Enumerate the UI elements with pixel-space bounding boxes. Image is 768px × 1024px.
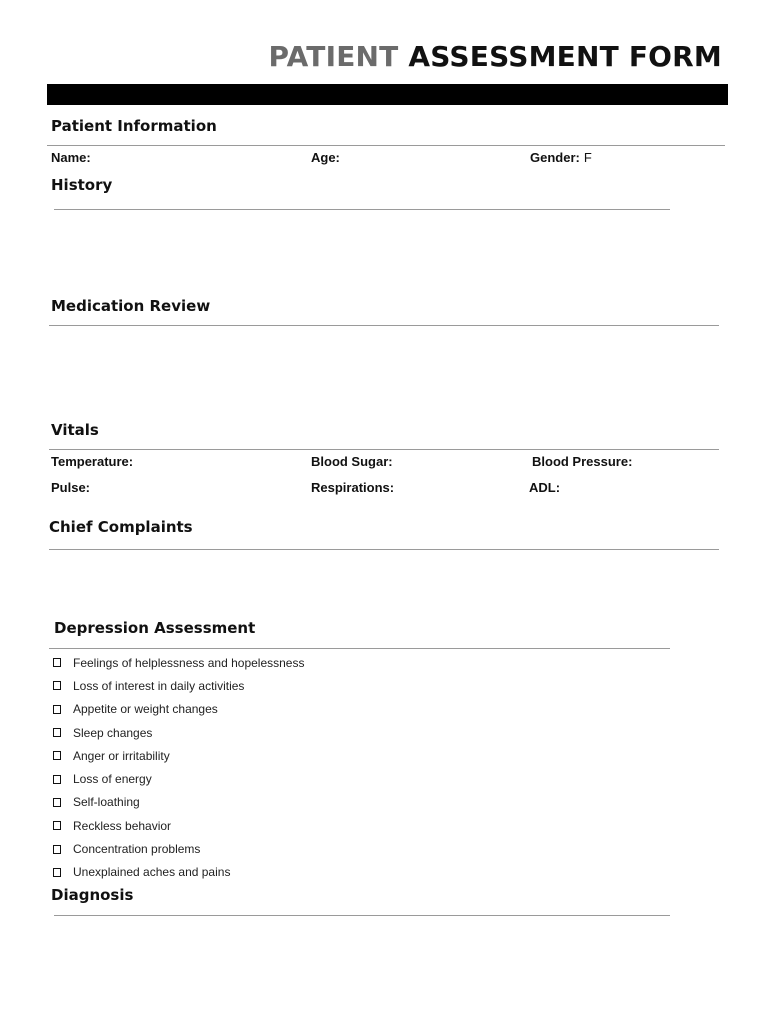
checklist-item-label: Loss of energy	[73, 772, 152, 787]
diagnosis-divider	[54, 915, 670, 916]
checkbox-icon[interactable]	[53, 845, 61, 854]
checkbox-icon[interactable]	[53, 658, 61, 667]
gender-field[interactable]	[530, 150, 592, 165]
section-diagnosis: Diagnosis	[51, 886, 134, 904]
checklist-item-label: Sleep changes	[73, 725, 153, 740]
name-field[interactable]	[51, 150, 91, 165]
checklist-item-label: Anger or irritability	[73, 748, 170, 763]
section-history: History	[51, 176, 113, 194]
checklist-item[interactable]	[51, 814, 304, 837]
checklist-item-label: Loss of interest in daily activities	[73, 678, 245, 693]
patient-info-divider	[47, 145, 725, 146]
gender-value: F	[583, 150, 592, 165]
checklist-item[interactable]	[51, 744, 304, 767]
pulse-field[interactable]: Pulse:	[51, 480, 91, 495]
age-field[interactable]	[311, 150, 340, 165]
checklist-item[interactable]	[51, 698, 304, 721]
form-title-patient: PATIENT	[268, 40, 399, 73]
depression-checklist	[51, 651, 304, 884]
gender-label: Gender:	[530, 150, 580, 165]
checklist-item[interactable]	[51, 861, 304, 884]
checklist-item[interactable]	[51, 674, 304, 697]
checklist-item-label: Concentration problems	[73, 842, 201, 857]
checkbox-icon[interactable]	[53, 751, 61, 760]
checklist-item[interactable]	[51, 837, 304, 860]
checklist-item-label: Reckless behavior	[73, 818, 172, 833]
checklist-item[interactable]	[51, 767, 304, 790]
checklist-item-label: Feelings of helplessness and hopelessness	[73, 655, 305, 670]
checklist-item-label: Appetite or weight changes	[73, 702, 218, 717]
title-bar	[47, 84, 728, 105]
checkbox-icon[interactable]	[53, 868, 61, 877]
blood-sugar-field[interactable]: Blood Sugar:	[311, 454, 393, 469]
checkbox-icon[interactable]	[53, 728, 61, 737]
section-chief-complaints: Chief Complaints	[49, 518, 193, 536]
section-depression-assessment: Depression Assessment	[54, 619, 256, 637]
respirations-field[interactable]: Respirations:	[311, 480, 395, 495]
checklist-item[interactable]	[51, 791, 304, 814]
checkbox-icon[interactable]	[53, 681, 61, 690]
medication-divider	[49, 325, 719, 326]
checklist-item[interactable]	[51, 651, 304, 674]
depression-divider	[49, 648, 670, 649]
checkbox-icon[interactable]	[53, 798, 61, 807]
form-title	[268, 40, 722, 73]
checklist-item-label: Self-loathing	[73, 795, 140, 810]
checkbox-icon[interactable]	[53, 705, 61, 714]
adl-field[interactable]: ADL:	[529, 480, 561, 495]
section-medication-review: Medication Review	[51, 297, 211, 315]
vitals-divider	[49, 449, 719, 450]
section-patient-information: Patient Information	[51, 117, 217, 135]
checklist-item-label: Unexplained aches and pains	[73, 865, 231, 880]
checkbox-icon[interactable]	[53, 775, 61, 784]
history-divider	[54, 209, 670, 210]
name-label: Name:	[51, 150, 91, 165]
form-title-assessment: ASSESSMENT FORM	[408, 40, 722, 73]
checklist-item[interactable]	[51, 721, 304, 744]
age-label: Age:	[311, 150, 340, 165]
temperature-field[interactable]: Temperature:	[51, 454, 134, 469]
complaints-divider	[49, 549, 719, 550]
checkbox-icon[interactable]	[53, 821, 61, 830]
blood-pressure-field[interactable]: Blood Pressure:	[532, 454, 633, 469]
section-vitals: Vitals	[51, 421, 99, 439]
